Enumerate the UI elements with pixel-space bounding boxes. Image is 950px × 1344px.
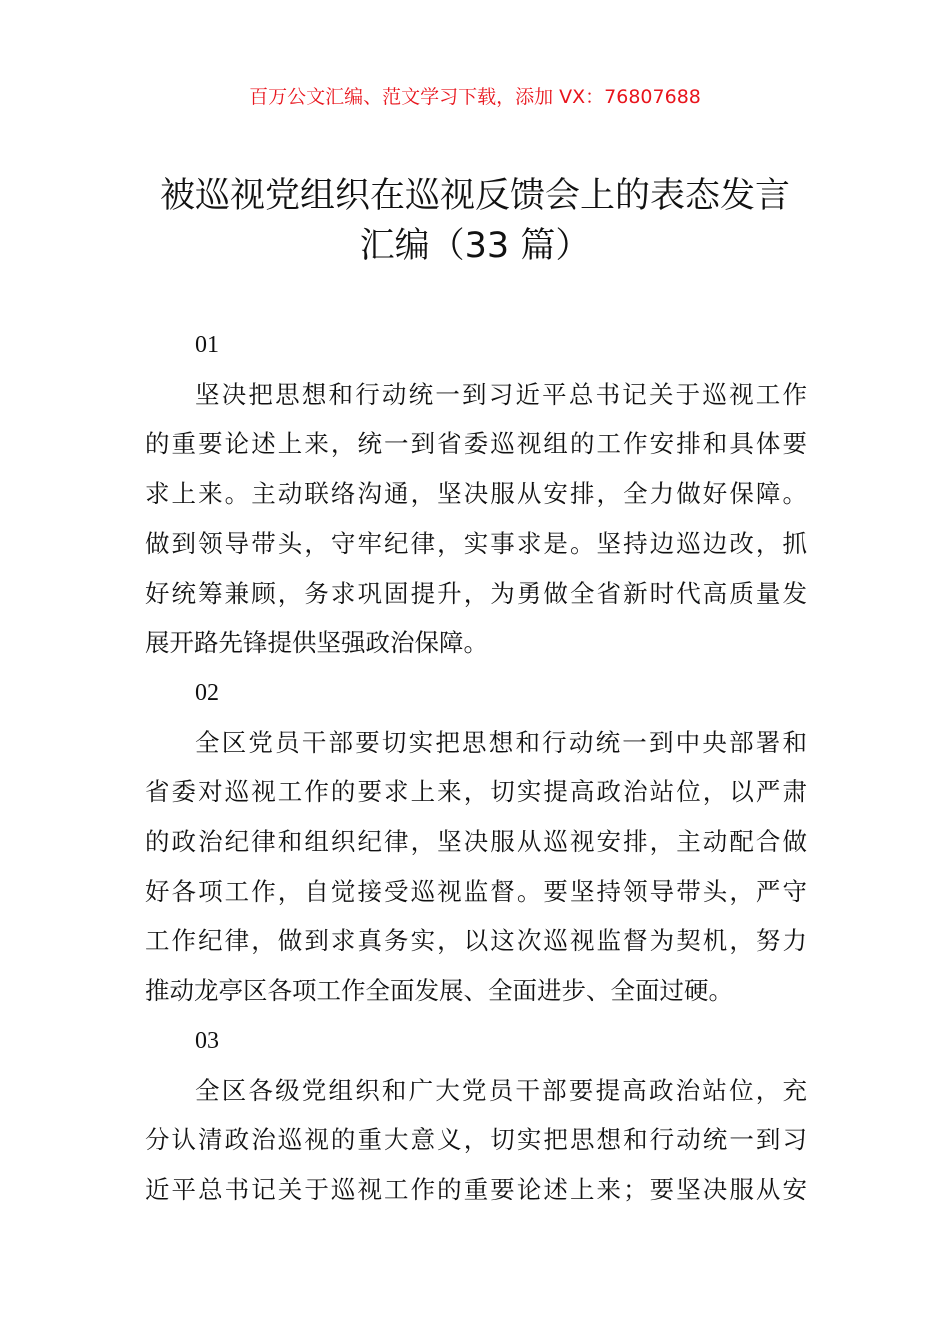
paragraph-line: 展开路先锋提供坚强政治保障。 [145,628,488,658]
paragraph-line: 的政治纪律和组织纪律，坚决服从巡视安排，主动配合做 [145,827,807,856]
document-title-line-1: 被巡视党组织在巡视反馈会上的表态发言 [159,176,790,216]
document-title-line-2: 汇编（33 篇） [359,226,591,266]
paragraph-line: 省委对巡视工作的要求上来，切实提高政治站位，以严肃 [145,777,807,807]
section-number: 03 [195,1027,219,1054]
paragraph-line: 的重要论述上来，统一到省委巡视组的工作安排和具体要 [145,429,807,459]
paragraph-line: 全区党员干部要切实把思想和行动统一到中央部署和 [195,727,807,757]
section-number: 02 [195,679,219,706]
section-number: 01 [195,332,219,358]
watermark-banner: 百万公文汇编、范文学习下载，添加 VX：76807688 [249,86,701,108]
paragraph-line: 全区各级党组织和广大党员干部要提高政治站位，充 [195,1075,807,1105]
paragraph-line: 分认清政治巡视的重大意义，切实把思想和行动统一到习 [145,1125,807,1155]
paragraph-line: 好统筹兼顾，务求巩固提升，为勇做全省新时代高质量发 [145,578,807,608]
paragraph-line: 推动龙亭区各项工作全面发展、全面进步、全面过硬。 [145,976,733,1006]
paragraph-line: 求上来。主动联络沟通，坚决服从安排，全力做好保障。 [145,479,807,509]
paragraph-line: 坚决把思想和行动统一到习近平总书记关于巡视工作 [195,379,807,409]
paragraph-line: 做到领导带头，守牢纪律，实事求是。坚持边巡边改，抓 [145,528,807,558]
paragraph-line: 好各项工作，自觉接受巡视监督。要坚持领导带头，严守 [145,876,807,906]
paragraph-line: 工作纪律，做到求真务实，以这次巡视监督为契机，努力 [145,926,807,956]
paragraph-line: 近平总书记关于巡视工作的重要论述上来；要坚决服从安 [145,1174,807,1204]
